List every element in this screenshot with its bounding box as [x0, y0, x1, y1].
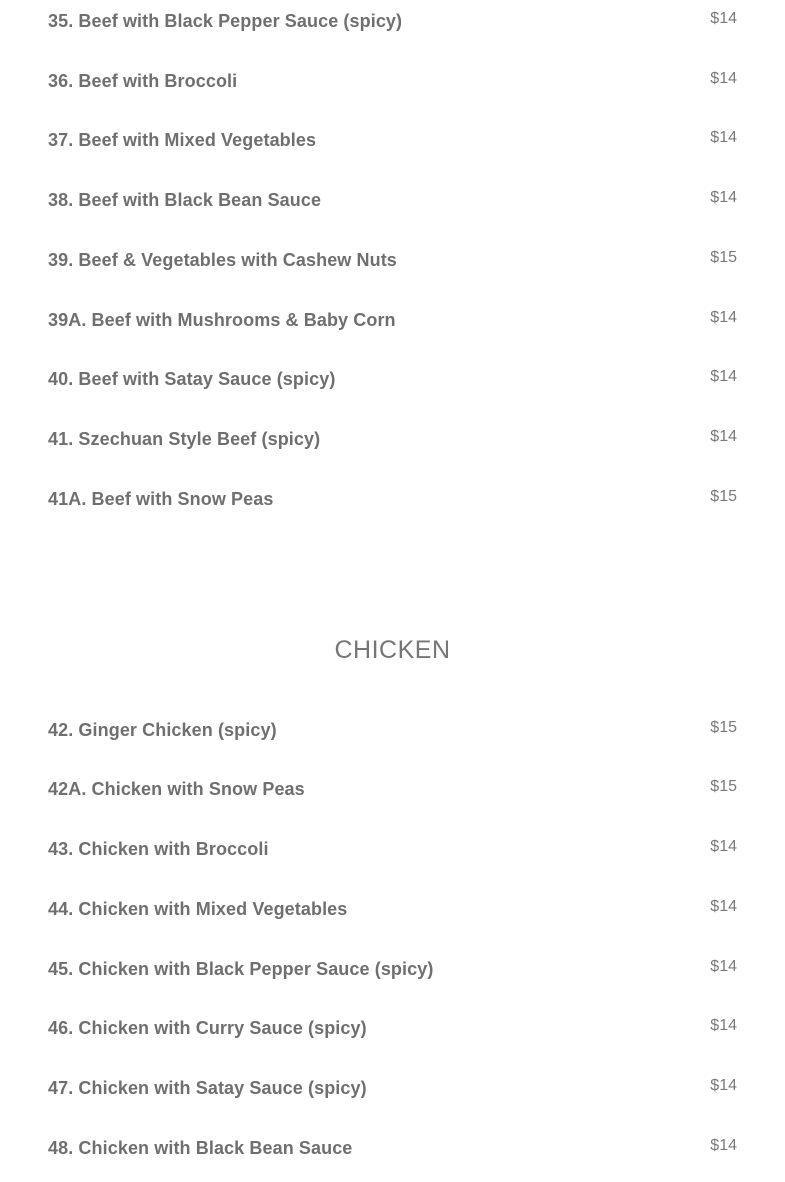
menu-item-price: $14 [710, 898, 737, 915]
menu-item-name: 37. Beef with Mixed Vegetables [48, 130, 317, 150]
menu-item-price: $14 [710, 70, 737, 87]
menu-item-46 [48, 1017, 737, 1047]
menu-item-price: $15 [710, 778, 737, 795]
menu-item-price: $14 [710, 309, 737, 326]
menu-item-price: $14 [710, 1137, 737, 1154]
menu-item-name: 41A. Beef with Snow Peas [48, 489, 274, 509]
menu-item-price: $14 [710, 428, 737, 445]
menu-item-price: $15 [710, 488, 737, 505]
menu-item-name: 47. Chicken with Satay Sauce (spicy) [48, 1078, 367, 1098]
menu-item-name: 40. Beef with Satay Sauce (spicy) [48, 369, 336, 389]
menu-item-38 [48, 189, 737, 219]
menu-item-42 [48, 719, 737, 749]
menu-item-44 [48, 898, 737, 928]
menu-item-41 [48, 428, 737, 458]
menu-item-37 [48, 129, 737, 159]
menu-item-name: 46. Chicken with Curry Sauce (spicy) [48, 1018, 367, 1038]
menu-item-name: 39. Beef & Vegetables with Cashew Nuts [48, 250, 397, 270]
menu-item-name: 44. Chicken with Mixed Vegetables [48, 899, 348, 919]
menu-item-price: $14 [710, 189, 737, 206]
menu-item-name: 39A. Beef with Mushrooms & Baby Corn [48, 310, 396, 330]
menu-item-name: 35. Beef with Black Pepper Sauce (spicy) [48, 11, 403, 31]
menu-item-price: $15 [710, 249, 737, 266]
menu-item-45 [48, 958, 737, 988]
menu-item-name: 41. Szechuan Style Beef (spicy) [48, 429, 321, 449]
menu-item-48 [48, 1137, 737, 1167]
menu-item-price: $14 [710, 129, 737, 146]
menu-item-43 [48, 838, 737, 868]
menu-item-name: 36. Beef with Broccoli [48, 71, 238, 91]
menu-item-name: 38. Beef with Black Bean Sauce [48, 190, 322, 210]
menu-item-40 [48, 368, 737, 398]
menu-item-36 [48, 70, 737, 100]
menu-item-name: 45. Chicken with Black Pepper Sauce (spicy) [48, 959, 434, 979]
menu-item-price: $14 [710, 1017, 737, 1034]
menu-item-price: $14 [710, 368, 737, 385]
menu-item-39a [48, 309, 737, 339]
menu-item-price: $14 [710, 10, 737, 27]
menu-item-name: 48. Chicken with Black Bean Sauce [48, 1138, 353, 1158]
menu-item-42a [48, 778, 737, 808]
menu-item-price: $14 [710, 838, 737, 855]
section-heading-chicken: CHICKEN [334, 636, 451, 664]
menu-item-name: 42. Ginger Chicken (spicy) [48, 720, 277, 740]
menu-item-name: 42A. Chicken with Snow Peas [48, 779, 305, 799]
menu-item-35 [48, 10, 737, 40]
menu-item-price: $14 [710, 958, 737, 975]
menu-item-41a [48, 488, 737, 518]
menu-item-name: 43. Chicken with Broccoli [48, 839, 269, 859]
menu-item-price: $14 [710, 1077, 737, 1094]
menu-item-39 [48, 249, 737, 279]
menu-item-47 [48, 1077, 737, 1107]
menu-item-price: $15 [710, 719, 737, 736]
